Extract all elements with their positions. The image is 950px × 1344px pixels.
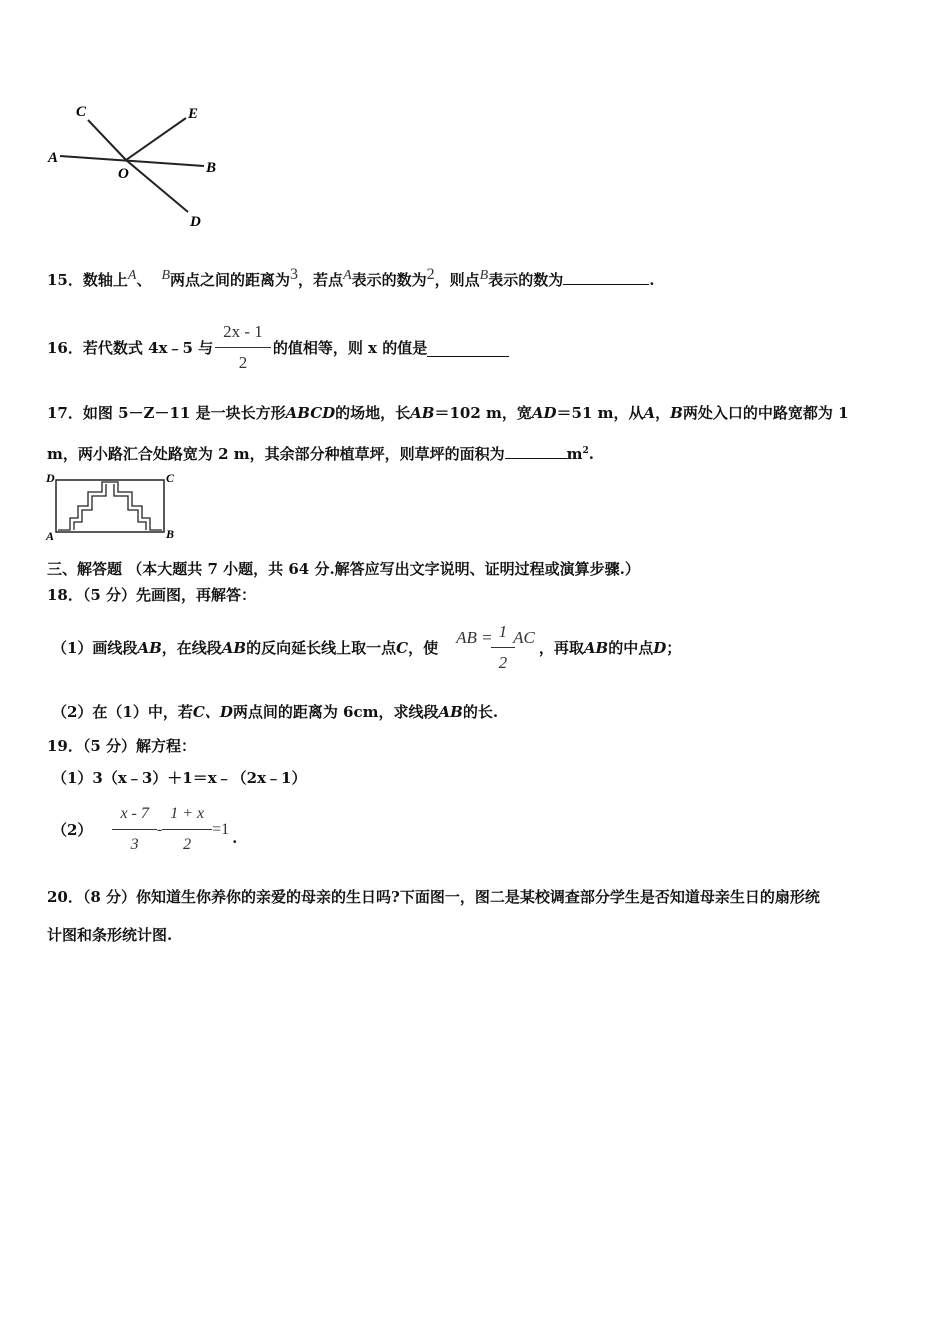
right-path-outer bbox=[114, 482, 162, 530]
label-e: E bbox=[188, 106, 199, 122]
label-a: A bbox=[48, 150, 59, 166]
question-19-part1: （1）3（x﹣3）＋1＝x﹣（2x﹣1） bbox=[52, 769, 307, 787]
question-15: 15．数轴上$^A$、 $^B$两点之间的距离为$^3$，若点$^A$表示的数为$^2$，则点$^B$表示的数为 . bbox=[47, 266, 655, 289]
question-18-part2: （2）在（1）中，若C、D两点间的距离为 6cm，求线段AB的长. bbox=[52, 703, 499, 721]
label-c: C bbox=[166, 471, 175, 485]
question-20-line2: 计图和条形统计图. bbox=[47, 926, 173, 944]
label-d: D bbox=[190, 214, 201, 230]
label-b: B bbox=[206, 160, 217, 176]
answer-blank-16[interactable] bbox=[427, 338, 509, 357]
label-c: C bbox=[76, 104, 87, 120]
left-path-inner bbox=[74, 484, 106, 530]
question-19-part2: （2） $\frac{x - 7}{3}$ - $\frac{1 + x}{2}$ =1 . bbox=[52, 800, 237, 859]
fraction-2x-1-over-2: $\frac{2x - 1}{2}$ bbox=[219, 318, 267, 377]
question-20-line1: 20．（8 分）你知道生你养你的亲爱的母亲的生日吗?下面图一，图二是某校调查部分学生是否知道母亲生日的扇形统 bbox=[47, 888, 820, 906]
ray-oc bbox=[88, 120, 126, 160]
right-path-inner bbox=[114, 484, 146, 530]
question-18-head: 18．（5 分）先画图，再解答： bbox=[47, 586, 257, 604]
question-17-line1: 17．如图 5－Z－11 是一块长方形ABCD的场地，长AB＝102 m，宽AD＝51 m，从A，B两处入口的中路宽都为 1 bbox=[47, 404, 849, 422]
field-rectangle bbox=[56, 480, 164, 532]
question-16: 16． 若代数式 4x﹣5 与 $\frac{2x - 1}{2}$ 的值相等，则 x 的值是 bbox=[47, 318, 509, 377]
question-19-head: 19．（5 分）解方程： bbox=[47, 737, 197, 755]
angle-figure bbox=[44, 96, 224, 231]
label-o: O bbox=[118, 166, 129, 182]
question-18-part1: （1）画线段 AB ，在线段 AB 的反向延长线上取一点 C ，使 AB = $\frac{1}{2}$ AC ，再取 AB 的中点 D ； bbox=[52, 618, 681, 677]
question-17-line2: m，两小路汇合处路宽为 2 m，其余部分种植草坪，则草坪的面积为 $m^2$. bbox=[47, 445, 595, 463]
answer-blank-17[interactable] bbox=[505, 458, 567, 459]
equation-ab-half-ac: AB = $\frac{1}{2}$ AC bbox=[456, 608, 535, 667]
section-3-heading: 三、解答题 （本大题共 7 小题，共 64 分.解答应写出文字说明、证明过程或演算步骤.） bbox=[47, 560, 640, 578]
fraction-1-plus-x-over-2: $\frac{1 + x}{2}$ bbox=[166, 800, 208, 859]
label-d: D bbox=[46, 471, 55, 485]
answer-blank-15[interactable] bbox=[563, 284, 649, 285]
ray-oe bbox=[126, 118, 186, 160]
label-b: B bbox=[166, 527, 175, 541]
fraction-x-minus-7-over-3: $\frac{x - 7}{3}$ bbox=[116, 800, 152, 859]
label-a: A bbox=[46, 529, 55, 542]
ray-od bbox=[126, 160, 188, 212]
rectangle-field-figure bbox=[44, 470, 184, 542]
